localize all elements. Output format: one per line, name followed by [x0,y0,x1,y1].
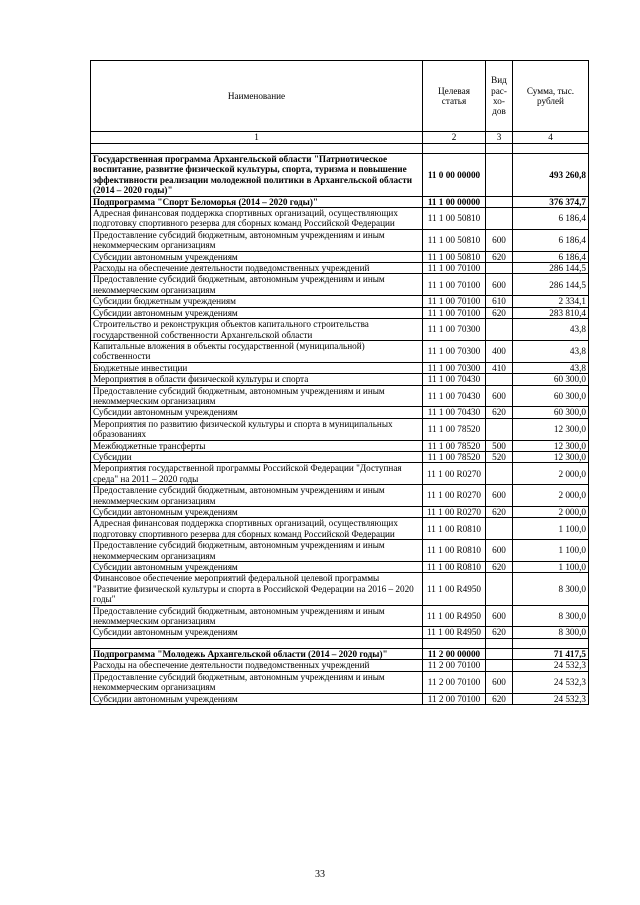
table-row [91,573,589,605]
header-expense-type: Вид рас-хо-дов [486,61,513,132]
cell-target-article: 11 1 00 50810 [423,251,486,262]
cell-target-article: 11 2 00 00000 [423,648,486,659]
cell-name: Подпрограмма "Спорт Беломорья (2014 – 2020 годы)" [91,196,423,207]
cell-expense-type [486,463,513,485]
cell-amount: 24 532,3 [513,693,589,704]
page-number: 33 [315,869,325,880]
cell-target-article: 11 1 00 70430 [423,385,486,407]
column-number: 1 [91,132,423,144]
cell-name: Расходы на обеспечение деятельности подведомственных учреждений [91,263,423,274]
cell-amount: 43,8 [513,362,589,373]
empty-cell [486,638,513,648]
cell-expense-type: 600 [486,485,513,507]
cell-expense-type: 620 [486,407,513,418]
table-row [91,540,589,562]
cell-name: Строительство и реконструкция объектов капитального строительства государственной собственности Архангельской области [91,319,423,341]
cell-target-article: 11 1 00 R4950 [423,573,486,605]
cell-amount: 6 186,4 [513,208,589,230]
cell-name: Финансовое обеспечение мероприятий федеральной целевой программы "Развитие физической культуры и спорта в Российской Федерации на 2016 – 2020 годы" [91,573,423,605]
cell-expense-type: 520 [486,451,513,462]
column-number: 4 [513,132,589,144]
cell-target-article: 11 1 00 R0810 [423,540,486,562]
cell-expense-type: 620 [486,562,513,573]
table-row [91,296,589,307]
cell-amount: 12 300,0 [513,418,589,440]
empty-cell [513,638,589,648]
cell-expense-type: 620 [486,693,513,704]
table-row [91,627,589,638]
cell-amount: 43,8 [513,319,589,341]
cell-amount: 12 300,0 [513,451,589,462]
cell-expense-type [486,648,513,659]
cell-target-article: 11 1 00 R0810 [423,562,486,573]
cell-expense-type [486,660,513,671]
cell-target-article: 11 1 00 R4950 [423,627,486,638]
table-row [91,440,589,451]
cell-name: Субсидии [91,451,423,462]
cell-name: Субсидии автономным учреждениям [91,507,423,518]
cell-amount: 12 300,0 [513,440,589,451]
cell-amount: 6 186,4 [513,251,589,262]
cell-name: Капитальные вложения в объекты государственной (муниципальной) собственности [91,340,423,362]
cell-target-article: 11 1 00 70300 [423,340,486,362]
cell-expense-type: 600 [486,671,513,693]
cell-target-article: 11 1 00 R0810 [423,518,486,540]
cell-target-article: 11 1 00 70100 [423,307,486,318]
cell-expense-type [486,208,513,230]
cell-target-article: 11 0 00 00000 [423,154,486,197]
cell-expense-type [486,319,513,341]
cell-name: Межбюджетные трансферты [91,440,423,451]
cell-amount: 1 100,0 [513,562,589,573]
program-row [91,648,589,659]
cell-name: Субсидии автономным учреждениям [91,562,423,573]
cell-target-article: 11 1 00 R0270 [423,507,486,518]
budget-table [90,60,589,705]
cell-name: Субсидии автономным учреждениям [91,693,423,704]
spacer-row [91,144,589,154]
cell-expense-type: 620 [486,627,513,638]
cell-amount: 24 532,3 [513,660,589,671]
cell-amount: 8 300,0 [513,573,589,605]
header-target-article: Целевая статья [423,61,486,132]
cell-amount: 2 000,0 [513,507,589,518]
cell-name: Предоставление субсидий бюджетным, автономным учреждениям и иным некоммерческим организациям [91,540,423,562]
cell-target-article: 11 1 00 00000 [423,196,486,207]
cell-amount: 376 374,7 [513,196,589,207]
cell-expense-type: 620 [486,307,513,318]
table-row [91,251,589,262]
cell-expense-type: 600 [486,605,513,627]
table-row [91,208,589,230]
cell-name: Предоставление субсидий бюджетным, автономным учреждениям и иным некоммерческим организациям [91,385,423,407]
cell-expense-type: 620 [486,507,513,518]
table-row [91,362,589,373]
cell-name: Предоставление субсидий бюджетным, автономным учреждениям и иным некоммерческим организациям [91,274,423,296]
cell-target-article: 11 1 00 78520 [423,440,486,451]
table-header-row [91,61,589,132]
cell-name: Мероприятия государственной программы Российской Федерации "Доступная среда" на 2011 – 2020 годы [91,463,423,485]
cell-name: Субсидии автономным учреждениям [91,627,423,638]
cell-expense-type: 600 [486,229,513,251]
empty-cell [423,144,486,154]
cell-name: Адресная финансовая поддержка спортивных организаций, осуществляющих подготовку спортивного резерва для сборных команд Российской Федерации [91,518,423,540]
header-name: Наименование [91,61,423,132]
table-row [91,485,589,507]
cell-name: Предоставление субсидий бюджетным, автономным учреждениям и иным некоммерческим организациям [91,229,423,251]
cell-amount: 2 334,1 [513,296,589,307]
cell-expense-type: 600 [486,385,513,407]
column-number: 3 [486,132,513,144]
cell-target-article: 11 1 00 R4950 [423,605,486,627]
cell-amount: 43,8 [513,340,589,362]
cell-expense-type [486,263,513,274]
table-row [91,340,589,362]
cell-target-article: 11 2 00 70100 [423,693,486,704]
cell-name: Предоставление субсидий бюджетным, автономным учреждениям и иным некоммерческим организациям [91,671,423,693]
cell-amount: 493 260,8 [513,154,589,197]
cell-name: Субсидии автономным учреждениям [91,251,423,262]
cell-target-article: 11 1 00 70100 [423,263,486,274]
cell-expense-type: 500 [486,440,513,451]
cell-name: Подпрограмма "Молодежь Архангельской области (2014 – 2020 годы)" [91,648,423,659]
empty-cell [423,638,486,648]
cell-name: Субсидии бюджетным учреждениям [91,296,423,307]
cell-expense-type [486,374,513,385]
table-row [91,507,589,518]
cell-amount: 2 000,0 [513,485,589,507]
cell-amount: 286 144,5 [513,263,589,274]
cell-target-article: 11 1 00 70300 [423,362,486,373]
cell-name: Расходы на обеспечение деятельности подведомственных учреждений [91,660,423,671]
table-row [91,562,589,573]
cell-expense-type: 600 [486,274,513,296]
cell-target-article: 11 1 00 70430 [423,407,486,418]
cell-amount: 8 300,0 [513,627,589,638]
cell-target-article: 11 1 00 78520 [423,451,486,462]
table-row [91,374,589,385]
program-row [91,154,589,197]
program-row [91,196,589,207]
cell-expense-type: 610 [486,296,513,307]
empty-cell [513,144,589,154]
cell-target-article: 11 1 00 50810 [423,208,486,230]
cell-amount: 286 144,5 [513,274,589,296]
table-row [91,671,589,693]
cell-amount: 6 186,4 [513,229,589,251]
cell-target-article: 11 1 00 R0270 [423,485,486,507]
column-number-row [91,132,589,144]
table-row [91,693,589,704]
cell-name: Бюджетные инвестиции [91,362,423,373]
cell-amount: 24 532,3 [513,671,589,693]
cell-name: Государственная программа Архангельской области "Патриотическое воспитание, развитие физической культуры, спорта, туризма и повышение эффективности реализации молодежной политики в Архангельской области (2014 – 2020 годы)" [91,154,423,197]
empty-cell [91,144,423,154]
cell-expense-type [486,196,513,207]
table-row [91,418,589,440]
cell-target-article: 11 1 00 70430 [423,374,486,385]
cell-amount: 283 810,4 [513,307,589,318]
cell-expense-type: 600 [486,540,513,562]
cell-expense-type [486,573,513,605]
cell-amount: 8 300,0 [513,605,589,627]
cell-amount: 2 000,0 [513,463,589,485]
cell-name: Мероприятия в области физической культуры и спорта [91,374,423,385]
cell-target-article: 11 1 00 R0270 [423,463,486,485]
cell-name: Субсидии автономным учреждениям [91,407,423,418]
table-row [91,518,589,540]
cell-target-article: 11 1 00 70100 [423,296,486,307]
cell-amount: 60 300,0 [513,407,589,418]
cell-target-article: 11 1 00 78520 [423,418,486,440]
cell-target-article: 11 2 00 70100 [423,671,486,693]
cell-target-article: 11 1 00 70300 [423,319,486,341]
table-row [91,229,589,251]
table-row [91,605,589,627]
empty-cell [91,638,423,648]
table-row [91,463,589,485]
cell-expense-type [486,418,513,440]
cell-name: Предоставление субсидий бюджетным, автономным учреждениям и иным некоммерческим организациям [91,605,423,627]
cell-amount: 1 100,0 [513,518,589,540]
cell-expense-type: 410 [486,362,513,373]
cell-amount: 1 100,0 [513,540,589,562]
table-row [91,263,589,274]
table-row [91,319,589,341]
cell-target-article: 11 1 00 70100 [423,274,486,296]
table-row [91,307,589,318]
cell-amount: 60 300,0 [513,374,589,385]
cell-amount: 71 417,5 [513,648,589,659]
table-body [91,144,589,705]
empty-cell [486,144,513,154]
cell-name: Предоставление субсидий бюджетным, автономным учреждениям и иным некоммерческим организациям [91,485,423,507]
cell-target-article: 11 2 00 70100 [423,660,486,671]
cell-expense-type: 400 [486,340,513,362]
column-number: 2 [423,132,486,144]
cell-expense-type [486,518,513,540]
cell-target-article: 11 1 00 50810 [423,229,486,251]
table-row [91,660,589,671]
cell-name: Субсидии автономным учреждениям [91,307,423,318]
cell-name: Адресная финансовая поддержка спортивных организаций, осуществляющих подготовку спортивного резерва для сборных команд Российской Федерации [91,208,423,230]
cell-expense-type: 620 [486,251,513,262]
spacer-row [91,638,589,648]
cell-amount: 60 300,0 [513,385,589,407]
table-row [91,407,589,418]
table-row [91,385,589,407]
table-row [91,274,589,296]
table-row [91,451,589,462]
cell-name: Мероприятия по развитию физической культуры и спорта в муниципальных образованиях [91,418,423,440]
cell-expense-type [486,154,513,197]
header-sum: Сумма, тыс. рублей [513,61,589,132]
